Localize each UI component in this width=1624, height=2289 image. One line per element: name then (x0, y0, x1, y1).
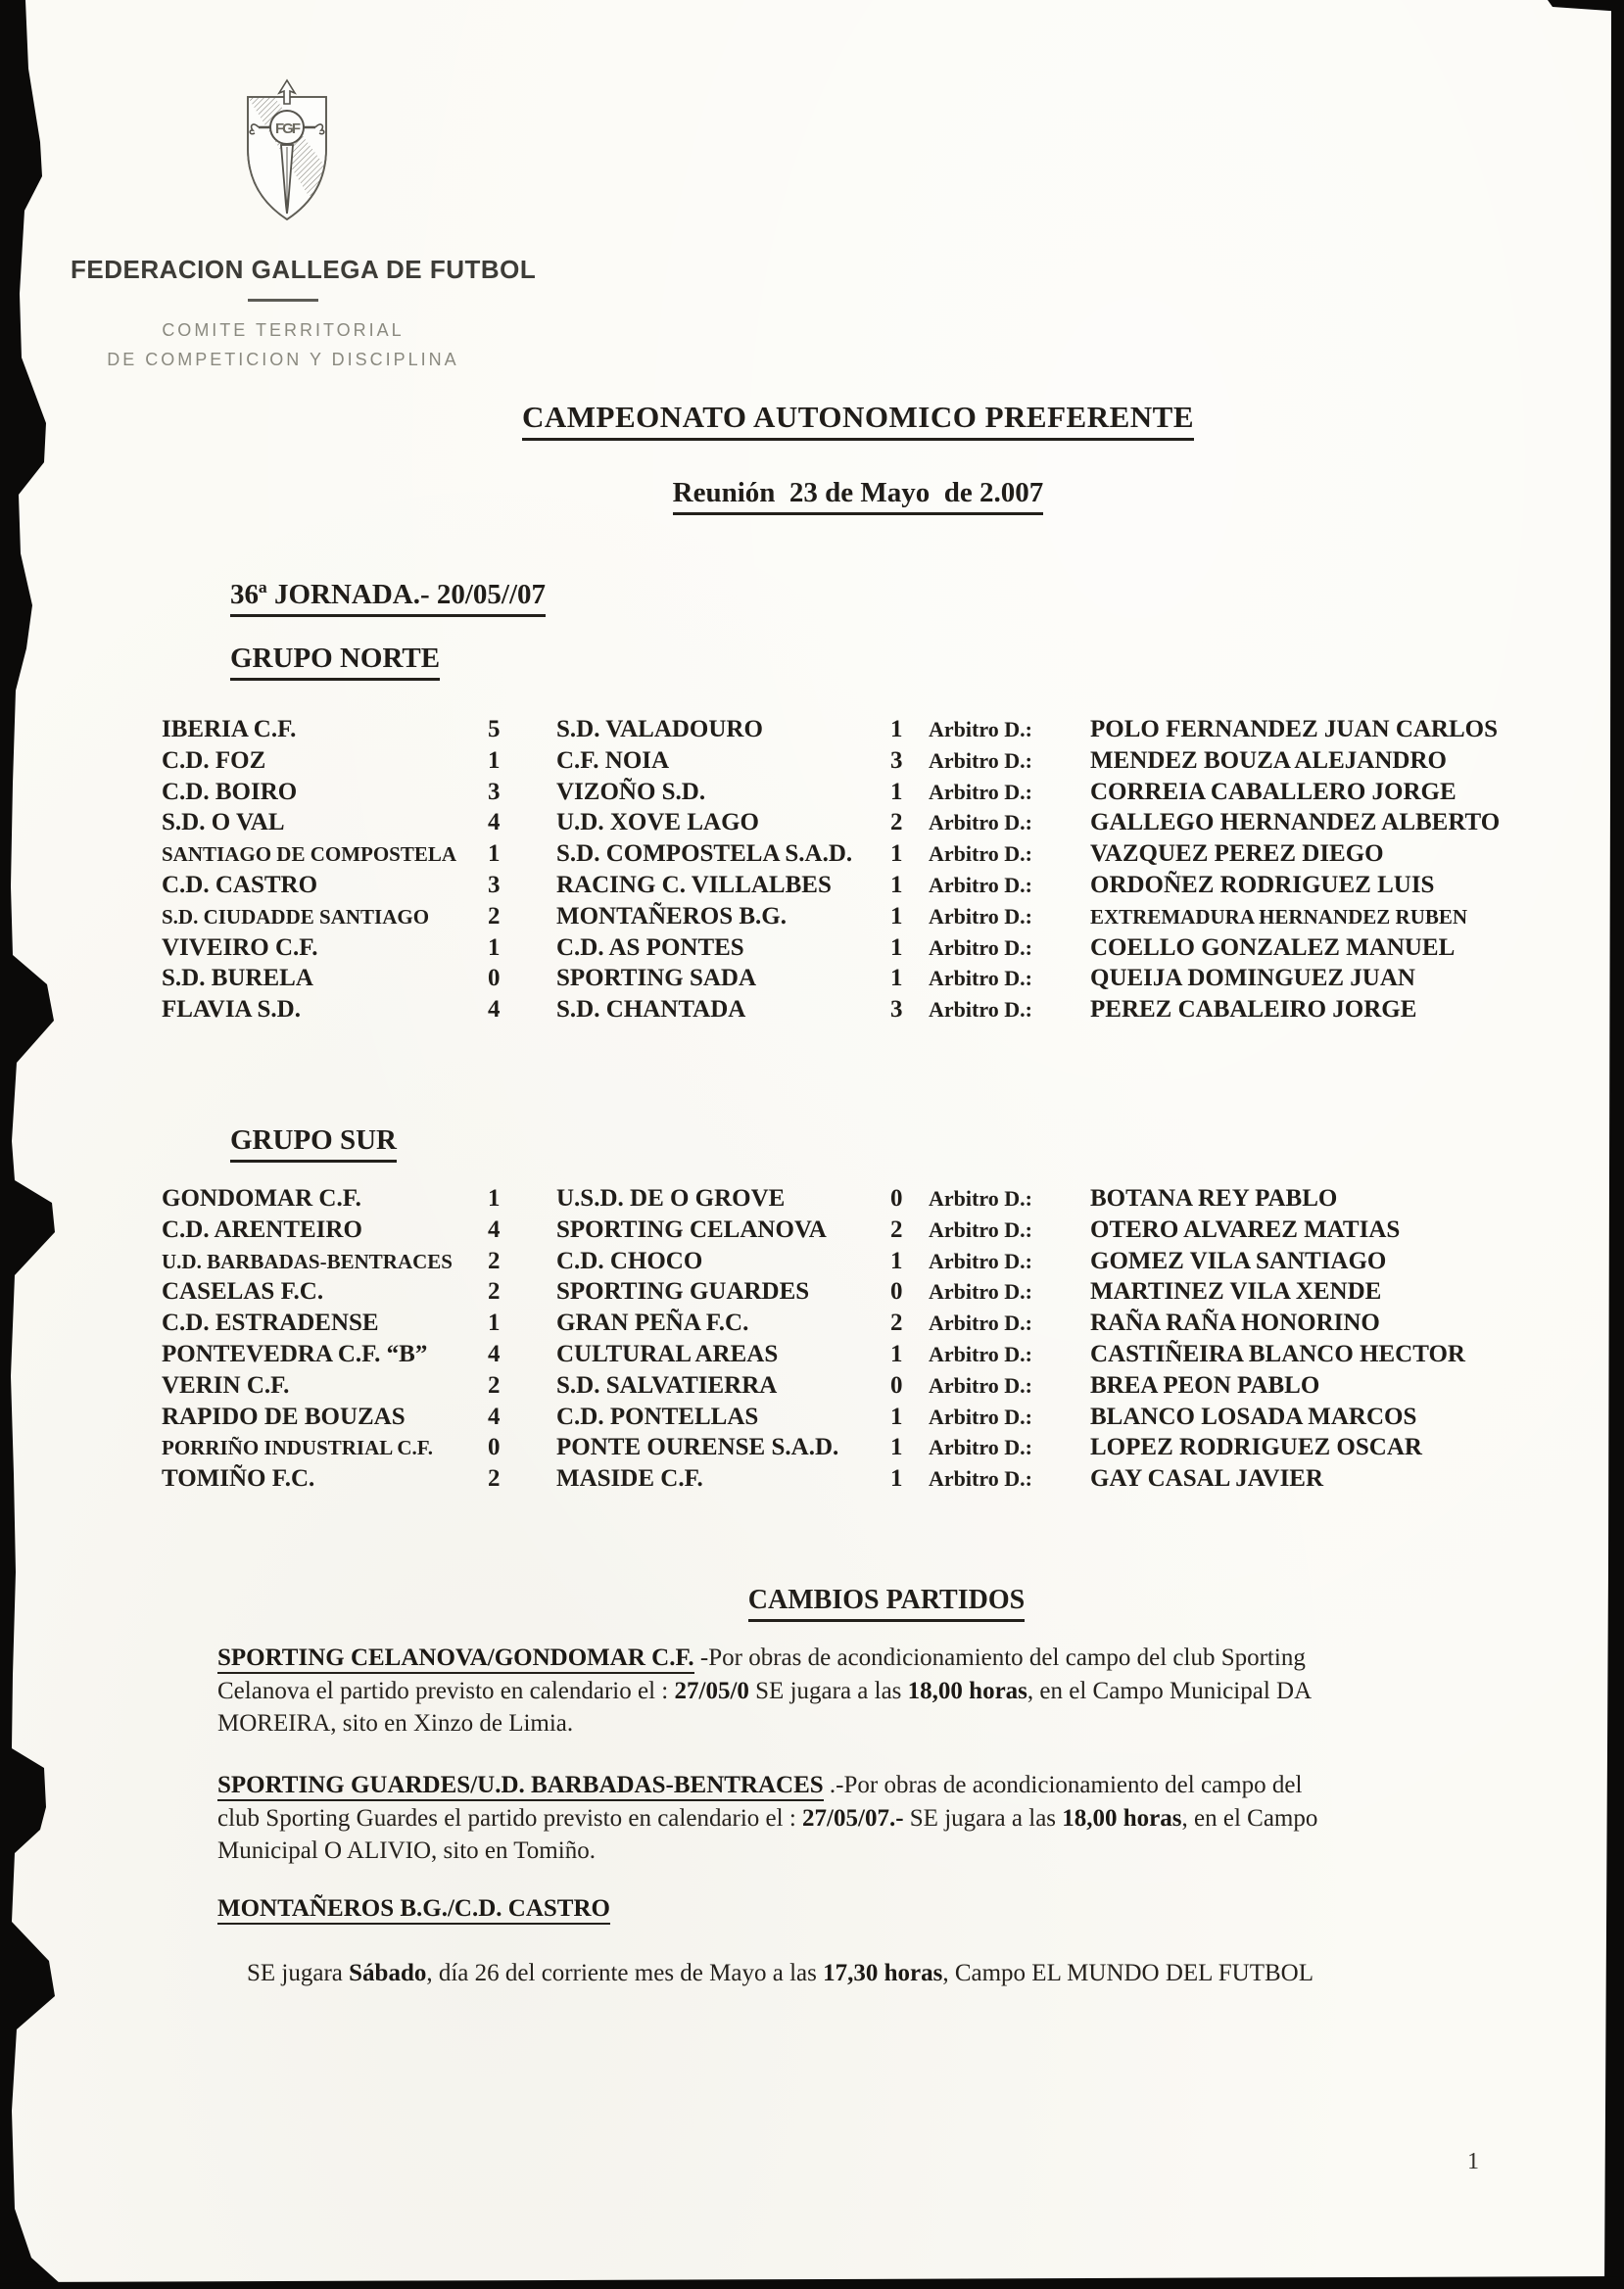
home-team-name: IBERIA C.F. (162, 716, 297, 742)
match-row (162, 1185, 1533, 1216)
scan-border-bottom (0, 2276, 1624, 2289)
home-team-score: 2 (488, 1278, 501, 1306)
referee-label: Arbitro D.: (929, 997, 1032, 1023)
home-team-name: PONTEVEDRA C.F. “B” (162, 1340, 428, 1367)
change-text-segment: , día 26 del corriente mes de Mayo a las (426, 1960, 824, 1986)
away-team-score: 2 (890, 1216, 903, 1243)
away-team-score: 0 (890, 1278, 903, 1306)
committee-block (57, 315, 509, 374)
home-team-name: VERIN C.F. (162, 1371, 290, 1399)
change-paragraph (217, 1892, 1501, 1926)
change-text-segment: 18,00 horas (907, 1677, 1027, 1704)
referee-name: BLANCO LOSADA MARCOS (1090, 1403, 1417, 1430)
away-team-name: S.D. COMPOSTELA S.A.D. (556, 840, 853, 868)
home-team-name: C.D. ARENTEIRO (162, 1216, 362, 1243)
referee-name: GOMEZ VILA SANTIAGO (1090, 1247, 1387, 1274)
committee-line-1: COMITE TERRITORIAL (162, 320, 405, 340)
referee-label: Arbitro D.: (929, 1279, 1032, 1305)
referee-label: Arbitro D.: (929, 903, 1032, 929)
change-text-segment: SE jugara a las (903, 1804, 1063, 1832)
group-north-results (162, 716, 1533, 1027)
away-team-score: 1 (890, 1434, 903, 1461)
away-team-score: 1 (890, 778, 903, 805)
referee-label: Arbitro D.: (929, 1311, 1032, 1336)
home-team-score: 1 (488, 1185, 501, 1212)
referee-label: Arbitro D.: (929, 934, 1032, 960)
home-team-score: 4 (488, 1403, 501, 1430)
away-team-name: C.D. AS PONTES (556, 933, 744, 961)
home-team-score: 4 (488, 809, 501, 836)
home-team-score: 3 (488, 871, 501, 898)
referee-name: GAY CASAL JAVIER (1090, 1465, 1324, 1493)
referee-label: Arbitro D.: (929, 1466, 1032, 1492)
away-team-score: 1 (890, 840, 903, 868)
away-team-name: MONTAÑEROS B.G. (556, 902, 787, 930)
home-team-name: CASELAS F.C. (162, 1278, 324, 1306)
change-paragraph (247, 1957, 1530, 1990)
change-paragraph (217, 1642, 1501, 1741)
change-text-segment: Municipal O ALIVIO, sito en Tomiño. (217, 1837, 596, 1864)
matchday-heading-row (230, 579, 546, 617)
change-text-segment: 18,00 horas (1062, 1804, 1182, 1832)
home-team-score: 1 (488, 746, 501, 774)
away-team-name: S.D. VALADOURO (556, 716, 763, 742)
change-text-segment: MOREIRA, sito en Xinzo de Limia. (217, 1710, 574, 1737)
away-team-name: MASIDE C.F. (556, 1465, 703, 1493)
away-team-name: S.D. SALVATIERRA (556, 1371, 778, 1399)
away-team-name: RACING C. VILLALBES (556, 871, 832, 898)
group-north-heading-row (230, 643, 440, 681)
match-row (162, 996, 1533, 1027)
home-team-name: SANTIAGO DE COMPOSTELA (162, 842, 457, 867)
home-team-score: 1 (488, 840, 501, 868)
referee-name: GALLEGO HERNANDEZ ALBERTO (1090, 809, 1501, 836)
away-team-score: 0 (890, 1185, 903, 1212)
match-row (162, 840, 1533, 872)
scan-border-top-right (1548, 0, 1624, 12)
match-row (162, 1404, 1533, 1435)
match-row (162, 779, 1533, 810)
match-row (162, 716, 1533, 747)
referee-label: Arbitro D.: (929, 872, 1032, 897)
home-team-score: 2 (488, 902, 501, 930)
away-team-score: 2 (890, 809, 903, 836)
match-row (162, 1216, 1533, 1248)
referee-label: Arbitro D.: (929, 717, 1032, 741)
referee-name: PEREZ CABALEIRO JORGE (1090, 996, 1417, 1024)
home-team-name: C.D. ESTRADENSE (162, 1310, 379, 1337)
change-text-segment: , en el Campo Municipal DA (1027, 1677, 1313, 1704)
referee-label: Arbitro D.: (929, 810, 1032, 835)
change-text-segment: , en el Campo (1181, 1804, 1318, 1832)
home-team-name: VIVEIRO C.F. (162, 933, 318, 961)
referee-name: MENDEZ BOUZA ALEJANDRO (1090, 746, 1447, 774)
torn-edge-left (0, 0, 61, 2289)
change-text-segment: SE jugara (247, 1960, 350, 1986)
referee-name: VAZQUEZ PEREZ DIEGO (1090, 840, 1384, 868)
change-text-segment: -Por obras de acondicionamiento del campo del club Sporting (693, 1645, 1306, 1671)
referee-name: ORDOÑEZ RODRIGUEZ LUIS (1090, 871, 1435, 898)
referee-label: Arbitro D.: (929, 779, 1032, 804)
change-text-segment: SE jugara a las (748, 1677, 908, 1704)
referee-label: Arbitro D.: (929, 1248, 1032, 1273)
home-team-score: 1 (488, 933, 501, 961)
away-team-score: 0 (890, 1371, 903, 1399)
away-team-name: VIZOÑO S.D. (556, 778, 706, 805)
home-team-score: 2 (488, 1247, 501, 1274)
match-row (162, 1372, 1533, 1404)
home-team-score: 0 (488, 965, 501, 992)
referee-label: Arbitro D.: (929, 841, 1032, 867)
change-text-segment: , Campo EL MUNDO DEL FUTBOL (942, 1960, 1314, 1986)
referee-name: OTERO ALVAREZ MATIAS (1090, 1216, 1401, 1243)
home-team-name: C.D. BOIRO (162, 778, 298, 805)
org-name: FEDERACION GALLEGA DE FUTBOL (71, 255, 537, 284)
match-row (162, 872, 1533, 903)
match-row (162, 1248, 1533, 1279)
referee-name: BREA PEON PABLO (1090, 1371, 1320, 1399)
away-team-score: 1 (890, 871, 903, 898)
home-team-name: C.D. CASTRO (162, 871, 318, 898)
home-team-name: S.D. BURELA (162, 965, 313, 992)
referee-name: POLO FERNANDEZ JUAN CARLOS (1090, 716, 1499, 742)
match-row (162, 1465, 1533, 1497)
home-team-name: S.D. CIUDADDE SANTIAGO (162, 904, 430, 929)
home-team-name: GONDOMAR C.F. (162, 1185, 361, 1212)
change-text-segment: club Sporting Guardes el partido previsto en calendario el : (217, 1804, 803, 1832)
home-team-score: 1 (488, 1310, 501, 1337)
away-team-name: C.D. PONTELLAS (556, 1403, 759, 1430)
change-paragraph (217, 1769, 1501, 1868)
change-text-segment: Sábado (349, 1960, 427, 1986)
away-team-score: 3 (890, 746, 903, 774)
away-team-score: 1 (890, 1340, 903, 1367)
change-text-segment: 27/05/0 (674, 1677, 749, 1704)
home-team-score: 4 (488, 996, 501, 1024)
away-team-score: 1 (890, 1403, 903, 1430)
referee-name: MARTINEZ VILA XENDE (1090, 1278, 1382, 1306)
away-team-score: 1 (890, 933, 903, 961)
change-text-segment: Celanova el partido previsto en calendario el : (217, 1677, 675, 1704)
away-team-name: C.D. CHOCO (556, 1247, 703, 1274)
home-team-name: TOMIÑO F.C. (162, 1465, 315, 1493)
changes-title-row (220, 1585, 1552, 1622)
group-south-heading-row (230, 1124, 397, 1163)
change-text-segment: 17,30 horas (823, 1960, 943, 1986)
match-row (162, 809, 1533, 840)
away-team-name: S.D. CHANTADA (556, 996, 746, 1024)
away-team-score: 2 (890, 1310, 903, 1337)
away-team-score: 1 (890, 902, 903, 930)
referee-label: Arbitro D.: (929, 1216, 1032, 1242)
referee-label: Arbitro D.: (929, 747, 1032, 773)
away-team-name: PONTE OURENSE S.A.D. (556, 1434, 839, 1461)
match-change-heading: SPORTING CELANOVA/GONDOMAR C.F. (217, 1645, 694, 1674)
away-team-name: CULTURAL AREAS (556, 1340, 779, 1367)
committee-line-2: DE COMPETICION Y DISCIPLINA (107, 350, 459, 369)
monogram-text: FGF (275, 120, 299, 137)
match-row (162, 1278, 1533, 1310)
home-team-name: C.D. FOZ (162, 746, 266, 774)
away-team-score: 1 (890, 716, 903, 742)
home-team-name: RAPIDO DE BOUZAS (162, 1403, 406, 1430)
referee-name: LOPEZ RODRIGUEZ OSCAR (1090, 1434, 1422, 1461)
home-team-score: 3 (488, 778, 501, 805)
home-team-score: 5 (488, 716, 501, 742)
match-row (162, 1434, 1533, 1465)
referee-name: QUEIJA DOMINGUEZ JUAN (1090, 965, 1415, 992)
home-team-score: 0 (488, 1434, 501, 1461)
fgf-crest-logo (235, 76, 343, 233)
page-number: 1 (1467, 2149, 1479, 2174)
away-team-score: 3 (890, 996, 903, 1024)
match-row (162, 1341, 1533, 1372)
group-heading: GRUPO SUR (230, 1124, 397, 1163)
group-south-results (162, 1185, 1533, 1497)
away-team-name: SPORTING CELANOVA (556, 1216, 827, 1243)
away-team-score: 1 (890, 965, 903, 992)
change-text-segment: 27/05/07.- (802, 1804, 904, 1832)
referee-name: COELLO GONZALEZ MANUEL (1090, 933, 1456, 961)
home-team-score: 4 (488, 1340, 501, 1367)
away-team-name: C.F. NOIA (556, 746, 670, 774)
referee-label: Arbitro D.: (929, 1186, 1032, 1211)
matchday-heading: 36ª JORNADA.- 20/05//07 (230, 579, 546, 617)
home-team-name: U.D. BARBADAS-BENTRACES (162, 1249, 453, 1273)
referee-label: Arbitro D.: (929, 1435, 1032, 1460)
match-row (162, 1310, 1533, 1341)
away-team-name: SPORTING SADA (556, 965, 757, 992)
meeting-title-row (192, 477, 1524, 515)
referee-label: Arbitro D.: (929, 1341, 1032, 1366)
group-heading: GRUPO NORTE (230, 643, 440, 681)
home-team-score: 2 (488, 1465, 501, 1493)
referee-label: Arbitro D.: (929, 1404, 1032, 1429)
referee-name: RAÑA RAÑA HONORINO (1090, 1310, 1380, 1337)
referee-label: Arbitro D.: (929, 966, 1032, 991)
referee-label: Arbitro D.: (929, 1372, 1032, 1398)
referee-name: CASTIÑEIRA BLANCO HECTOR (1090, 1340, 1465, 1367)
meeting-date-title: Reunión 23 de Mayo de 2.007 (673, 477, 1044, 515)
referee-name: BOTANA REY PABLO (1090, 1185, 1338, 1212)
referee-name: CORREIA CABALLERO JORGE (1090, 778, 1457, 805)
away-team-score: 1 (890, 1247, 903, 1274)
changes-title: CAMBIOS PARTIDOS (748, 1585, 1025, 1622)
letterhead-divider (248, 299, 318, 302)
home-team-score: 2 (488, 1371, 501, 1399)
away-team-name: U.D. XOVE LAGO (556, 809, 759, 836)
away-team-name: GRAN PEÑA F.C. (556, 1310, 749, 1337)
referee-name: EXTREMADURA HERNANDEZ RUBEN (1090, 904, 1468, 929)
scan-border-right (1604, 0, 1624, 2289)
away-team-name: U.S.D. DE O GROVE (556, 1185, 786, 1212)
away-team-name: SPORTING GUARDES (556, 1278, 810, 1306)
home-team-name: S.D. O VAL (162, 809, 285, 836)
championship-title-row (192, 400, 1524, 441)
home-team-name: PORRIÑO INDUSTRIAL C.F. (162, 1436, 433, 1460)
home-team-score: 4 (488, 1216, 501, 1243)
match-row (162, 747, 1533, 779)
match-row (162, 965, 1533, 996)
match-change-heading: MONTAÑEROS B.G./C.D. CASTRO (217, 1895, 610, 1925)
home-team-name: FLAVIA S.D. (162, 996, 301, 1024)
away-team-score: 1 (890, 1465, 903, 1493)
match-row (162, 903, 1533, 934)
match-change-heading: SPORTING GUARDES/U.D. BARBADAS-BENTRACES (217, 1772, 824, 1801)
change-text-segment: .-Por obras de acondicionamiento del campo del (823, 1772, 1303, 1798)
match-row (162, 934, 1533, 966)
championship-title: CAMPEONATO AUTONOMICO PREFERENTE (522, 400, 1194, 441)
